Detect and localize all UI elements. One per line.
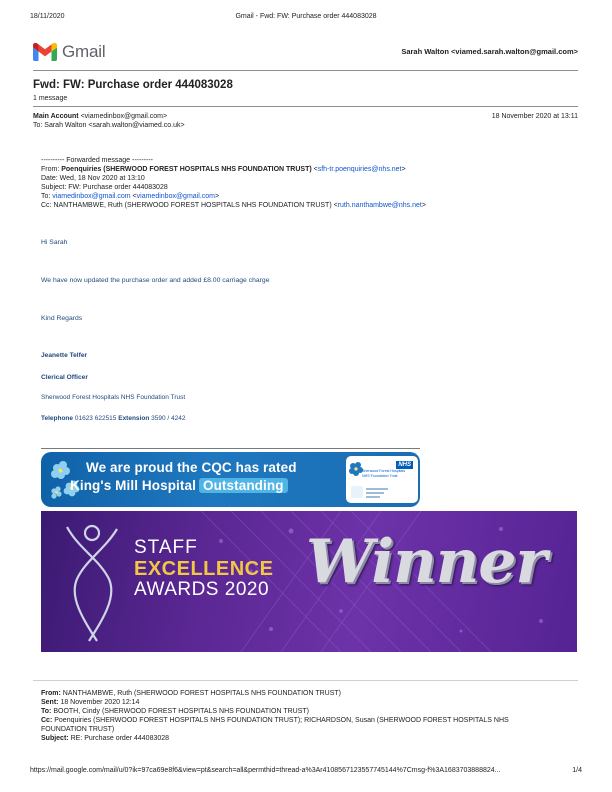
subject-divider <box>33 106 578 107</box>
print-date: 18/11/2020 <box>30 13 65 20</box>
forward-from: From: Poenquiries (SHERWOOD FOREST HOSPITALS NHS FOUNDATION TRUST) <sfh-tr.poenquiries@nhs.net> <box>41 166 406 173</box>
reply-to <box>41 707 309 716</box>
cqc-hospital-name: King's Mill Hospital <box>70 478 196 493</box>
reply-from <box>41 689 341 698</box>
signature-org: Sherwood Forest Hospitals NHS Foundation Trust <box>41 394 186 401</box>
cqc-banner <box>41 452 420 507</box>
forward-to: To: viamedinbox@gmail.com <viamedinbox@gmail.com> <box>41 193 220 200</box>
award-winner-text: Winner <box>306 527 547 597</box>
print-title: Gmail - Fwd: FW: Purchase order 444083028 <box>235 13 377 20</box>
cqc-outstanding-badge: Outstanding <box>199 478 288 493</box>
signature-name: Jeanette Telfer <box>41 352 88 359</box>
signature-divider <box>41 448 420 449</box>
phone-number: 01623 622515 <box>74 415 117 422</box>
reply-sent-value: 18 November 2020 12:14 <box>60 699 140 706</box>
message-count: 1 message <box>33 95 68 102</box>
forward-to-label: To: <box>41 193 53 200</box>
forward-cc-text: Cc: NANTHAMBWE, Ruth (SHERWOOD FOREST HOSPITALS NHS FOUNDATION TRUST) < <box>41 202 338 209</box>
trust-name-line1: Sherwood Forest Hospitals <box>362 469 406 473</box>
forward-date: Date: Wed, 18 Nov 2020 at 13:10 <box>41 175 145 182</box>
award-figure-icon <box>59 519 125 647</box>
forward-from-name: Poenquiries (SHERWOOD FOREST HOSPITALS NHS FOUNDATION TRUST) <box>61 166 312 173</box>
message-from <box>33 113 167 120</box>
nhs-badge: NHS <box>398 462 411 468</box>
cqc-rating-mark <box>351 486 391 500</box>
account-user: Sarah Walton <viamed.sarah.walton@gmail.com> <box>401 47 578 56</box>
signature-role: Clerical Officer <box>41 374 88 381</box>
reply-sent-label: Sent: <box>41 699 59 706</box>
signature-phone <box>41 415 185 422</box>
forward-subject: Subject: FW: Purchase order 444083028 <box>41 184 168 191</box>
flower-icon <box>349 462 363 480</box>
gmail-logo[interactable] <box>33 42 105 62</box>
award-line-excellence: EXCELLENCE <box>134 558 274 580</box>
staff-award-banner <box>41 511 577 652</box>
forward-cc-email-link[interactable]: ruth.nanthambwe@nhs.net <box>337 202 422 209</box>
sender-email: <viamedinbox@gmail.com> <box>80 113 168 120</box>
body-line: We have now updated the purchase order and added £8.00 carriage charge <box>41 277 270 284</box>
trust-logo-panel <box>346 456 418 503</box>
award-line-year: AWARDS 2020 <box>134 579 270 600</box>
reply-cc-label: Cc: <box>41 717 53 724</box>
forward-to-email-link[interactable]: viamedinbox@gmail.com <box>52 193 131 200</box>
reply-from-label: From: <box>41 690 61 697</box>
extension-number: 3590 / 4242 <box>151 415 186 422</box>
reply-subject <box>41 734 169 743</box>
message-to: To: Sarah Walton <sarah.walton@viamed.co.uk> <box>33 122 185 129</box>
forward-from-label: From: <box>41 166 62 173</box>
cqc-banner-line2 <box>70 478 288 493</box>
reply-cc-continued: FOUNDATION TRUST) <box>41 726 115 733</box>
forward-to-email-link-2[interactable]: viamedinbox@gmail.com <box>136 193 215 200</box>
gmail-m-icon <box>33 43 57 61</box>
message-date: 18 November 2020 at 13:11 <box>491 113 578 120</box>
forward-from-email-link[interactable]: sfh-tr.poenquiries@nhs.net <box>317 166 402 173</box>
reply-divider <box>33 680 578 681</box>
trust-name <box>362 469 405 478</box>
forward-cc: Cc: NANTHAMBWE, Ruth (SHERWOOD FOREST HOSPITALS NHS FOUNDATION TRUST) <ruth.nanthambwe@nhs.net> <box>41 202 426 209</box>
reply-from-value: NANTHAMBWE, Ruth (SHERWOOD FOREST HOSPITALS NHS FOUNDATION TRUST) <box>62 690 342 697</box>
phone-label: Telephone <box>41 415 74 422</box>
reply-cc-value: Poenquiries (SHERWOOD FOREST HOSPITALS NHS FOUNDATION TRUST); RICHARDSON, Susan (SHERWOOD FOREST HOSPITALS NHS <box>54 717 509 724</box>
reply-to-value: BOOTH, Cindy (SHERWOOD FOREST HOSPITALS NHS FOUNDATION TRUST) <box>53 708 309 715</box>
print-footer-url: https://mail.google.com/mail/u/0?ik=97ca69e8f6&view=pt&search=all&permthid=thread-a%3Ar4108567123557745144%7Cmsg-f%3A1683703888824... <box>30 767 501 774</box>
forward-separator: ---------- Forwarded message --------- <box>41 157 153 164</box>
trust-name-line2: NHS Foundation Trust <box>362 473 398 478</box>
extension-label: Extension <box>118 415 150 422</box>
award-line-staff: STAFF <box>134 537 198 558</box>
gmail-logo-text: Gmail <box>62 42 106 61</box>
reply-cc <box>41 716 509 725</box>
reply-sent <box>41 698 139 707</box>
sender-name: Main Account <box>33 113 79 120</box>
print-page-number: 1/4 <box>572 767 582 774</box>
reply-subject-value: RE: Purchase order 444083028 <box>70 735 170 742</box>
body-closing: Kind Regards <box>41 315 83 322</box>
reply-subject-label: Subject: <box>41 735 69 742</box>
body-greeting: Hi Sarah <box>41 239 68 246</box>
cqc-banner-line1: We are proud the CQC has rated <box>86 460 297 475</box>
header-divider <box>33 70 578 71</box>
reply-to-label: To: <box>41 708 52 715</box>
thread-subject: Fwd: FW: Purchase order 444083028 <box>33 79 233 91</box>
